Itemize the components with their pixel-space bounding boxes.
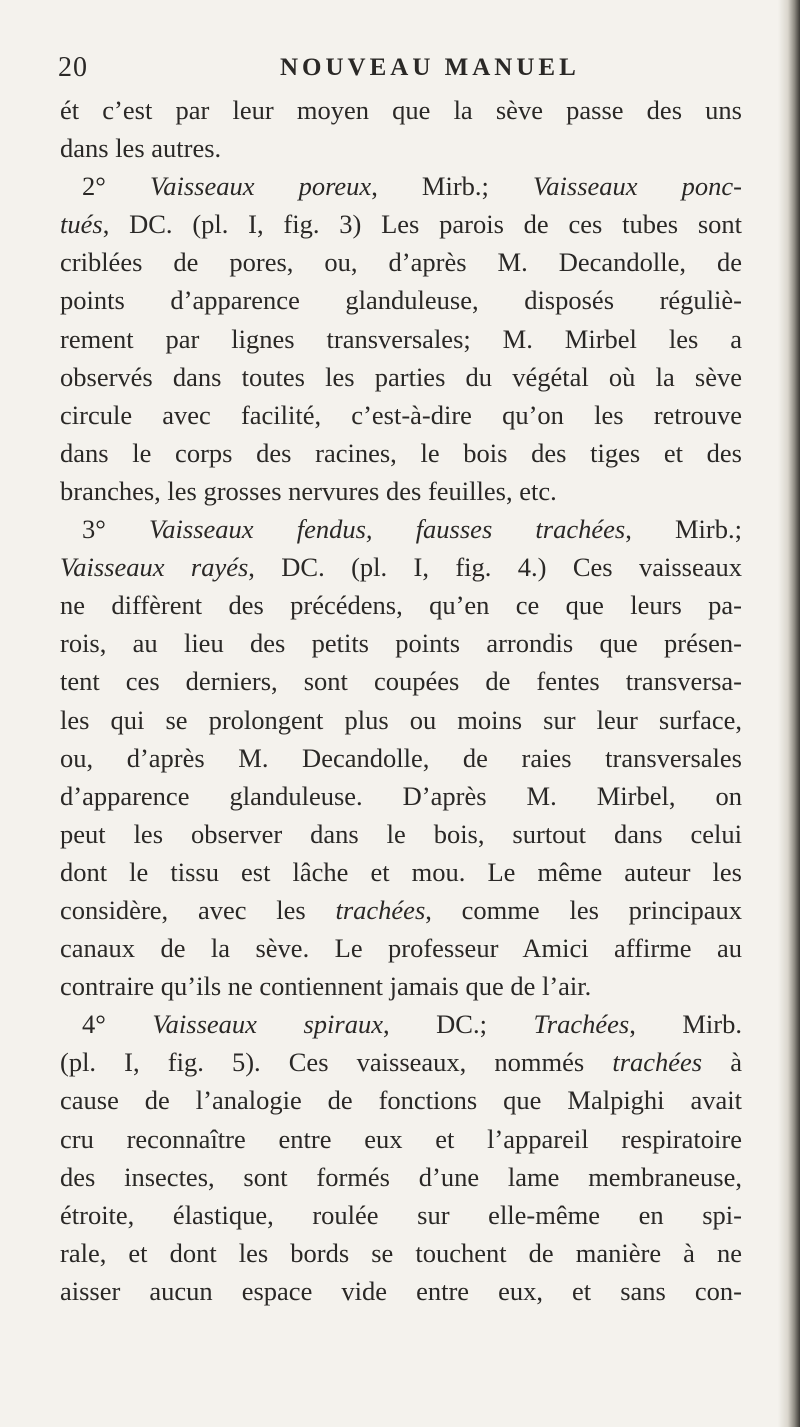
text-line: dans le corps des racines, le bois des tiges et des bbox=[60, 437, 742, 468]
text-line: contraire qu’ils ne contiennent jamais que de l’air. bbox=[60, 971, 592, 1002]
text-line: branches, les grosses nervures des feuilles, etc. bbox=[60, 475, 557, 506]
text-line: (pl. I, fig. 5). Ces vaisseaux, nommés trachées à bbox=[60, 1047, 742, 1078]
text-line: des insectes, sont formés d’une lame membraneuse, bbox=[60, 1161, 742, 1192]
text-line: tent ces derniers, sont coupées de fentes transversa- bbox=[60, 666, 742, 697]
text-line: les qui se prolongent plus ou moins sur leur surface, bbox=[60, 704, 742, 735]
text-line: cause de l’analogie de fonctions que Malpighi avait bbox=[60, 1085, 742, 1116]
page-edge-shadow bbox=[778, 0, 800, 1427]
text-line: ne diffèrent des précédens, qu’en ce que leurs pa- bbox=[60, 590, 742, 621]
page-number: 20 bbox=[58, 52, 88, 83]
text-line: considère, avec les trachées, comme les principaux bbox=[60, 894, 742, 925]
text-line: cru reconnaître entre eux et l’appareil respiratoire bbox=[60, 1123, 742, 1154]
text-line: ét c’est par leur moyen que la sève passe des uns bbox=[60, 95, 742, 125]
text-line: d’apparence glanduleuse. D’après M. Mirbel, on bbox=[60, 780, 742, 811]
running-title: NOUVEAU MANUEL bbox=[280, 54, 580, 81]
text-line: rois, au lieu des petits points arrondis que présen- bbox=[60, 628, 742, 659]
text-line: criblées de pores, ou, d’après M. Decandolle, de bbox=[60, 247, 742, 278]
text-line: étroite, élastique, roulée sur elle-même en spi- bbox=[60, 1199, 742, 1230]
text-line: dont le tissu est lâche et mou. Le même auteur les bbox=[60, 856, 742, 887]
page-header bbox=[58, 50, 738, 90]
text-line: 2° Vaisseaux poreux, Mirb.; Vaisseaux ponc- bbox=[82, 171, 742, 202]
text-line: 4° Vaisseaux spiraux, DC.; Trachées, Mirb. bbox=[82, 1009, 742, 1040]
text-line: ou, d’après M. Decandolle, de raies transversales bbox=[60, 742, 742, 773]
text-line: 3° Vaisseaux fendus, fausses trachées, Mirb.; bbox=[82, 514, 742, 545]
text-line: rale, et dont les bords se touchent de manière à ne bbox=[60, 1237, 742, 1268]
body-text bbox=[60, 91, 742, 1310]
text-line: dans les autres. bbox=[60, 133, 222, 164]
text-line: peut les observer dans le bois, surtout dans celui bbox=[60, 818, 742, 849]
text-line: points d’apparence glanduleuse, disposés réguliè- bbox=[60, 285, 742, 316]
text-line: canaux de la sève. Le professeur Amici affirme au bbox=[60, 933, 742, 964]
text-line: aisser aucun espace vide entre eux, et sans con- bbox=[60, 1275, 742, 1306]
text-line: circule avec facilité, c’est-à-dire qu’on les retrouve bbox=[60, 399, 742, 430]
text-line: tués, DC. (pl. I, fig. 3) Les parois de ces tubes sont bbox=[60, 209, 742, 240]
text-line: observés dans toutes les parties du végétal où la sève bbox=[60, 361, 742, 392]
text-line: rement par lignes transversales; M. Mirbel les a bbox=[60, 323, 742, 354]
text-line: Vaisseaux rayés, DC. (pl. I, fig. 4.) Ces vaisseaux bbox=[60, 552, 742, 583]
